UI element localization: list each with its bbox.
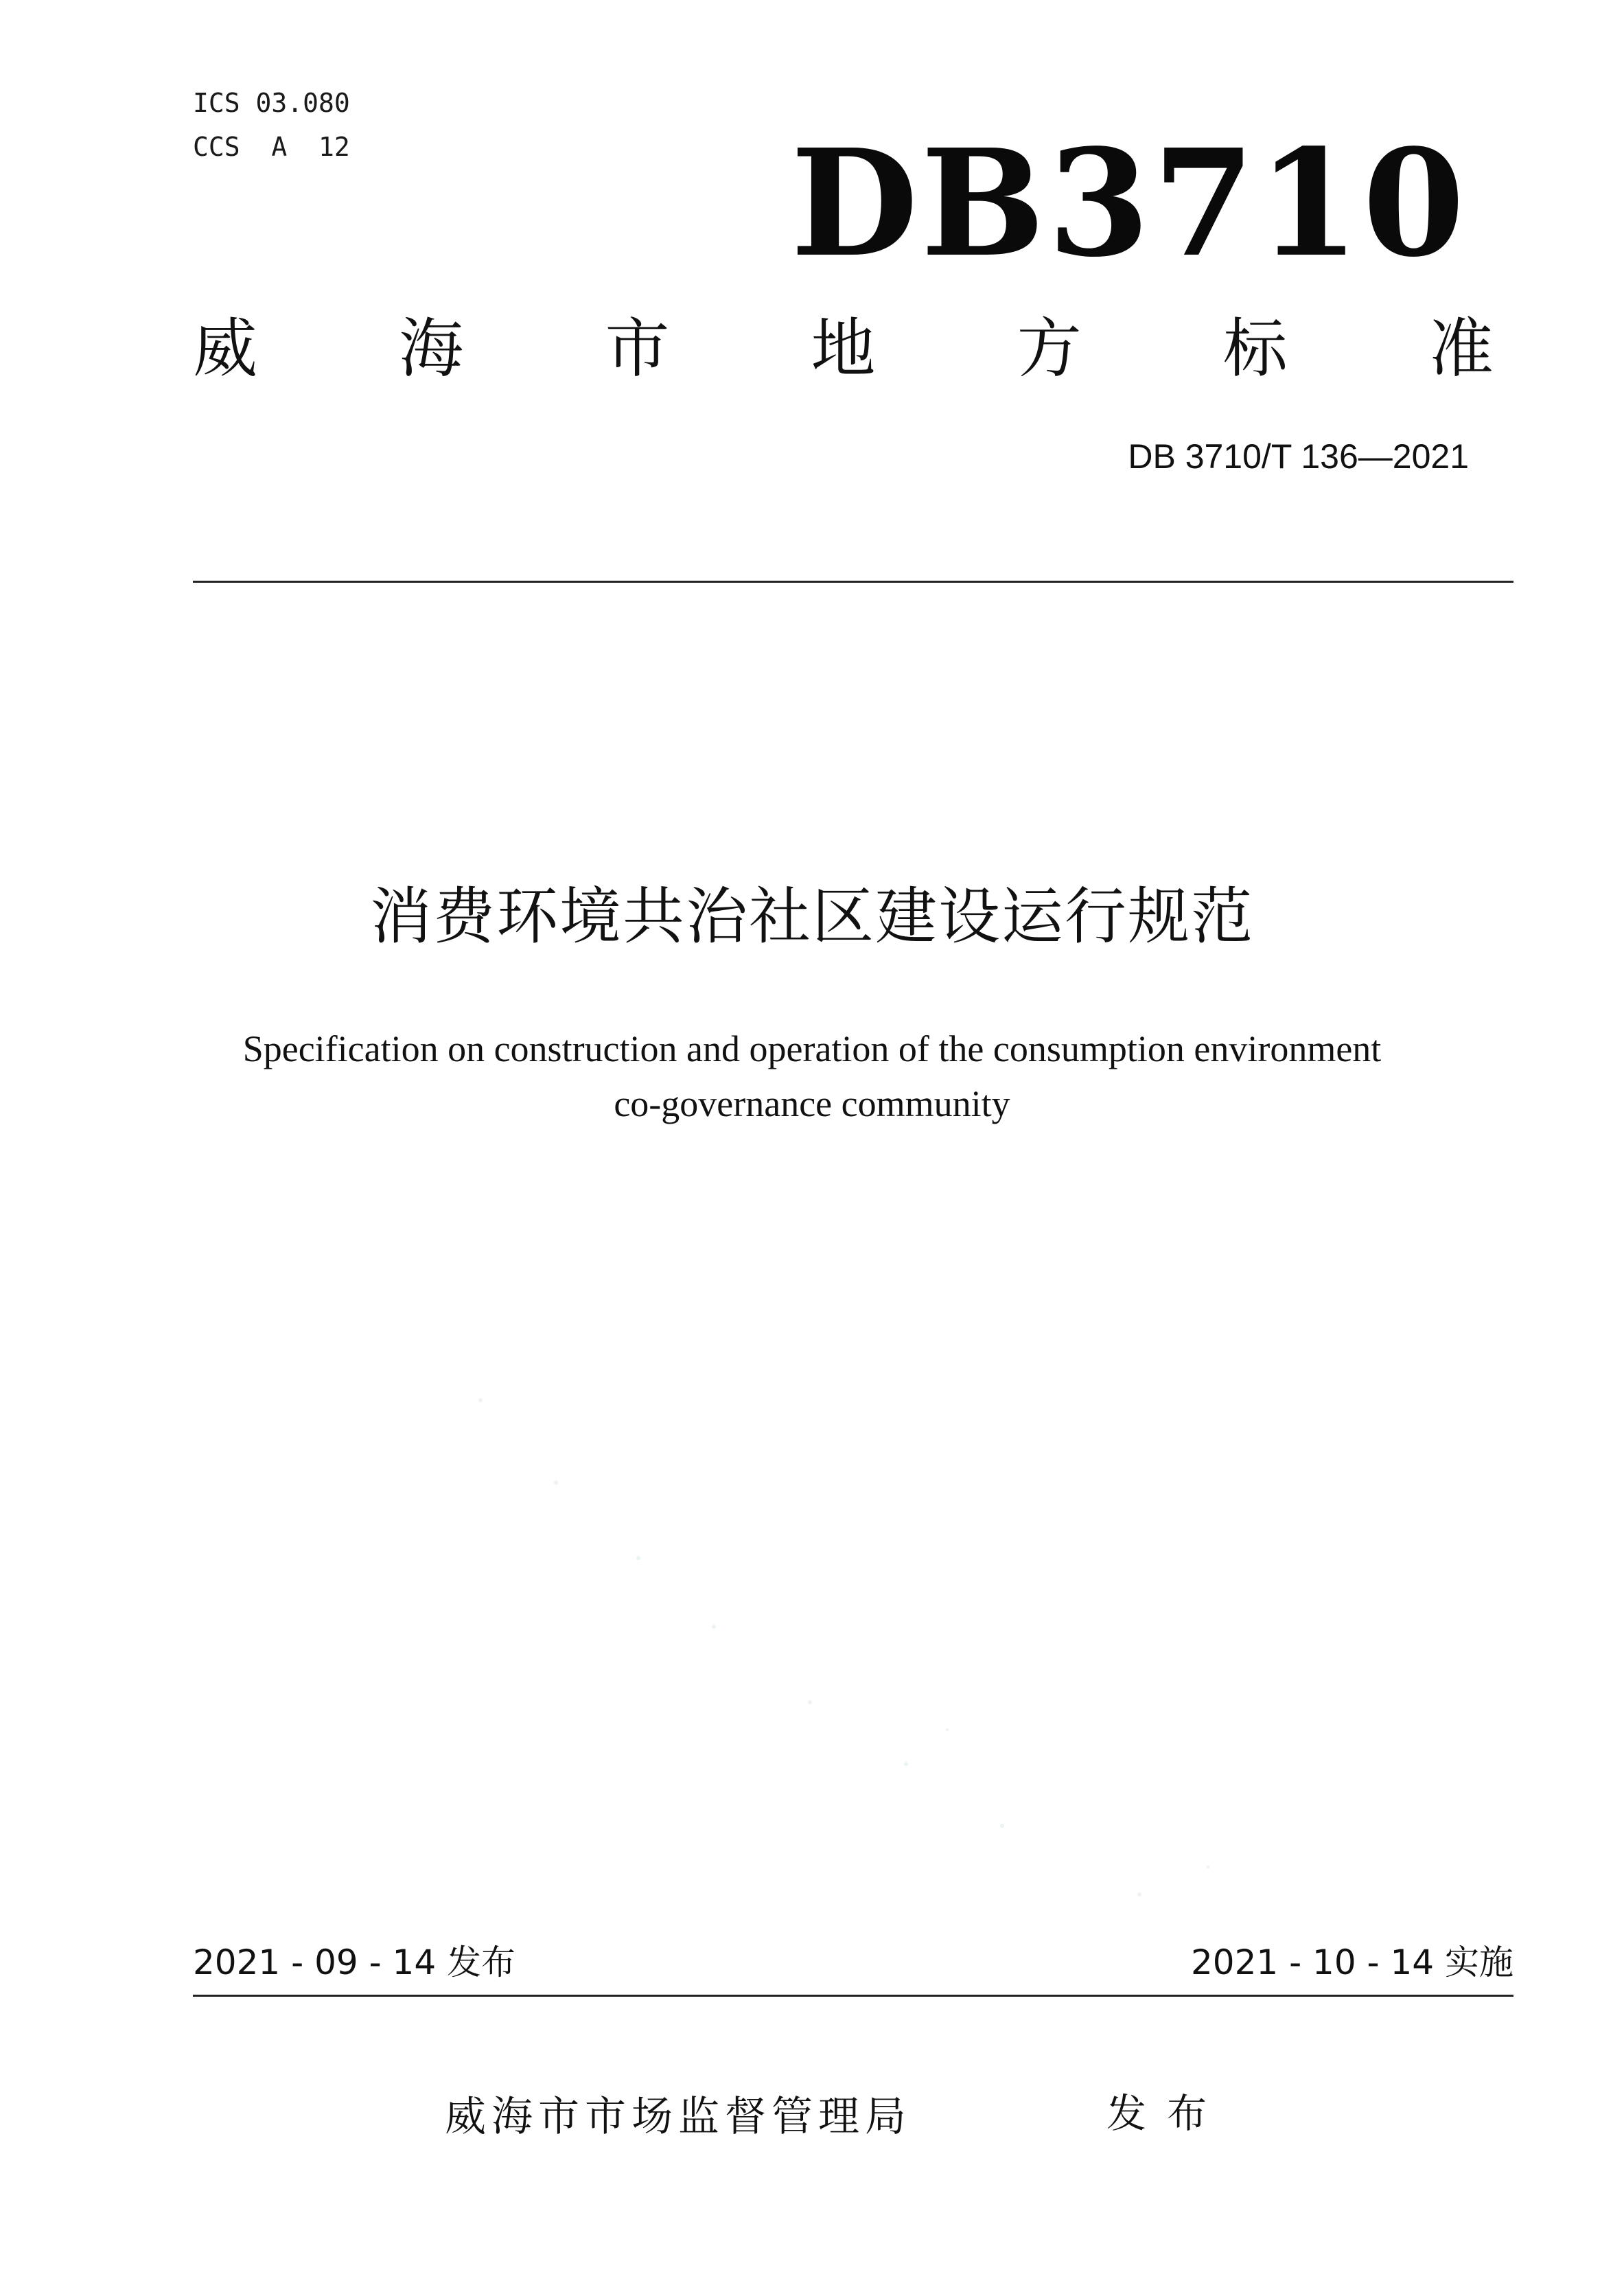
standard-type-char: 准 <box>1428 312 1494 386</box>
classification-codes <box>193 81 350 169</box>
standard-type-char: 市 <box>605 312 670 386</box>
bottom-divider <box>193 1995 1513 1997</box>
standard-logo: DB3710 <box>790 117 1468 290</box>
standard-type-char: 标 <box>1222 312 1288 386</box>
standard-type-char: 地 <box>811 312 876 386</box>
english-title-line-1: Specification on construction and operation of the consumption environment <box>242 1028 1382 1069</box>
document-title-english <box>0 1021 1624 1131</box>
issue-action-label: 发布 <box>1106 2090 1228 2137</box>
implementation-date: 2021 - 10 - 14 实施 <box>1190 1943 1513 1982</box>
standard-type-char: 方 <box>1017 312 1082 386</box>
english-title-line-2: co-governance community <box>614 1083 1010 1124</box>
standard-type-heading <box>193 312 1494 386</box>
standard-type-char: 海 <box>399 312 464 386</box>
faint-watermark-specks <box>384 1345 1345 1963</box>
ccs-code: CCS A 12 <box>193 132 350 162</box>
standard-type-char: 威 <box>193 312 258 386</box>
issuing-authority: 威海市市场监督管理局 <box>445 2093 912 2141</box>
standard-number: DB 3710/T 136—2021 <box>1128 437 1469 476</box>
ics-code: ICS 03.080 <box>193 88 350 118</box>
top-divider <box>193 581 1513 583</box>
document-title-chinese: 消费环境共治社区建设运行规范 <box>370 881 1254 953</box>
issue-date: 2021 - 09 - 14 发布 <box>193 1943 516 1982</box>
